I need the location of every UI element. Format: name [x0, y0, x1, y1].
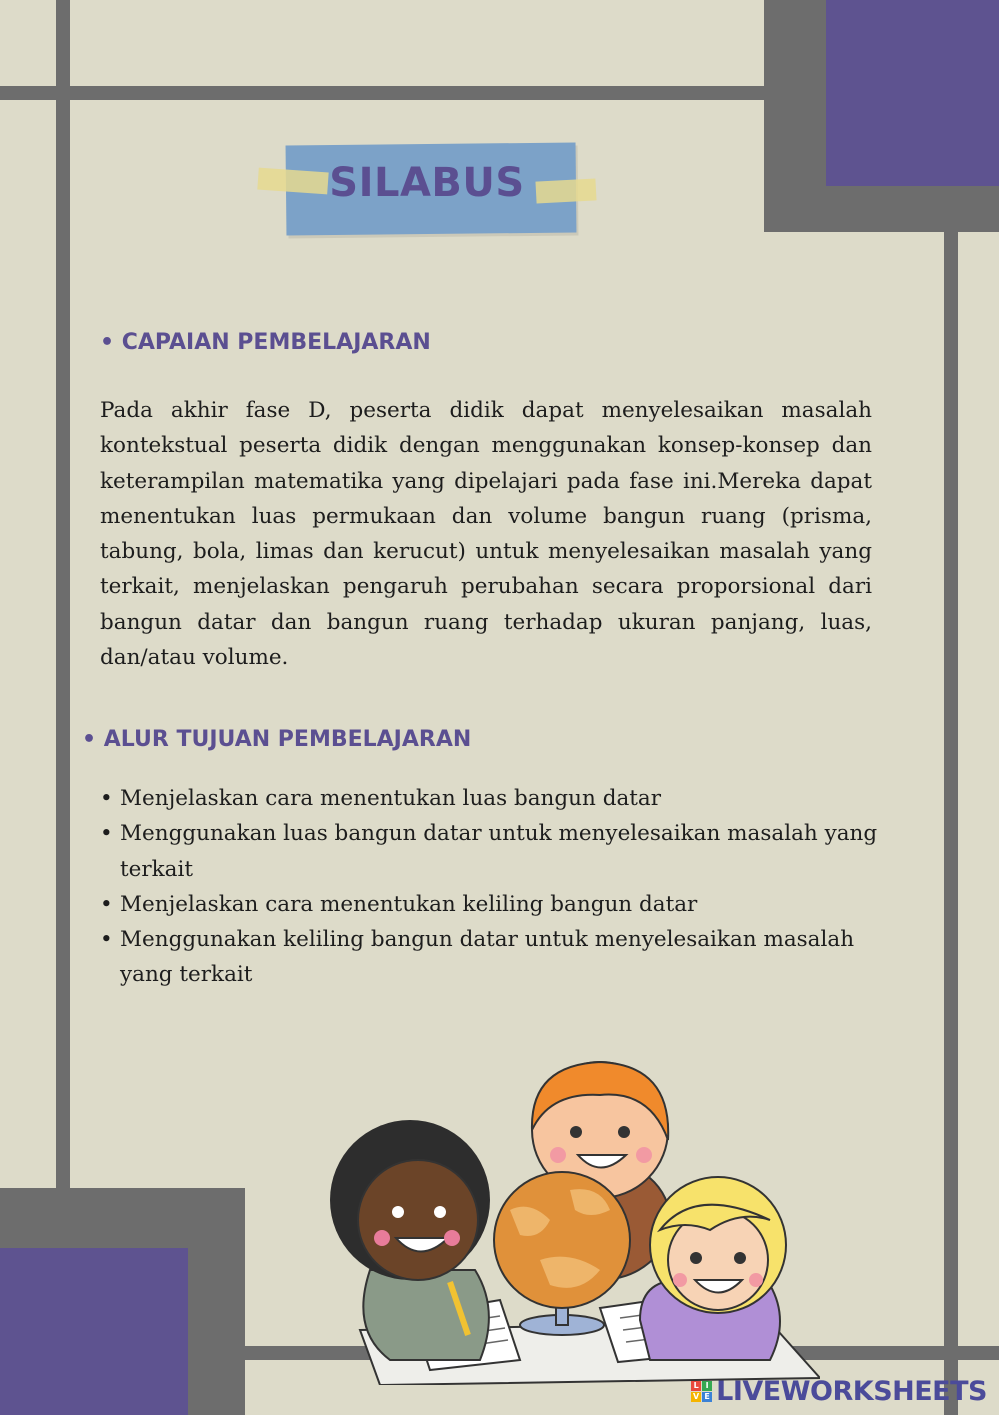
liveworksheets-logo: [691, 1374, 987, 1408]
liveworksheets-icon: L I V E: [691, 1381, 712, 1402]
list-item: • Menggunakan keliling bangun datar untuk menyelesaikan masalah yang terkait: [120, 922, 880, 993]
alur-heading: • ALUR TUJUAN PEMBELAJARAN: [82, 727, 472, 752]
purple-corner-top-right: [826, 0, 999, 186]
capaian-heading: • CAPAIAN PEMBELAJARAN: [100, 330, 431, 355]
alur-list: [120, 781, 880, 993]
title-banner: [258, 140, 596, 240]
frame-left-bar: [56, 0, 70, 1200]
list-item: • Menjelaskan cara menentukan luas bangun datar: [120, 781, 880, 816]
capaian-paragraph: Pada akhir fase D, peserta didik dapat menyelesaikan masalah kontekstual peserta didik dengan menggunakan konsep-konsep dan keterampilan matematika yang dipelajari pada fase ini.Mereka dapat menentukan luas permukaan dan volume bangun ruang (prisma, tabung, bola, limas dan kerucut) untuk menyelesaikan masalah yang terkait, menjelaskan pengaruh perubahan secara proporsional dari bangun datar dan bangun ruang terhadap ukuran panjang, luas, dan/atau volume.: [100, 398, 872, 671]
liveworksheets-text: LIVEWORKSHEETS: [716, 1375, 987, 1407]
list-item: • Menjelaskan cara menentukan keliling bangun datar: [120, 887, 880, 922]
page-title: SILABUS: [329, 160, 525, 206]
purple-corner-bottom-left: [0, 1248, 188, 1415]
frame-right-bar: [944, 186, 958, 1415]
list-item: • Menggunakan luas bangun datar untuk menyelesaikan masalah yang terkait: [120, 816, 880, 887]
frame-top-bar: [0, 86, 820, 100]
children-globe-illustration: [300, 1060, 820, 1385]
